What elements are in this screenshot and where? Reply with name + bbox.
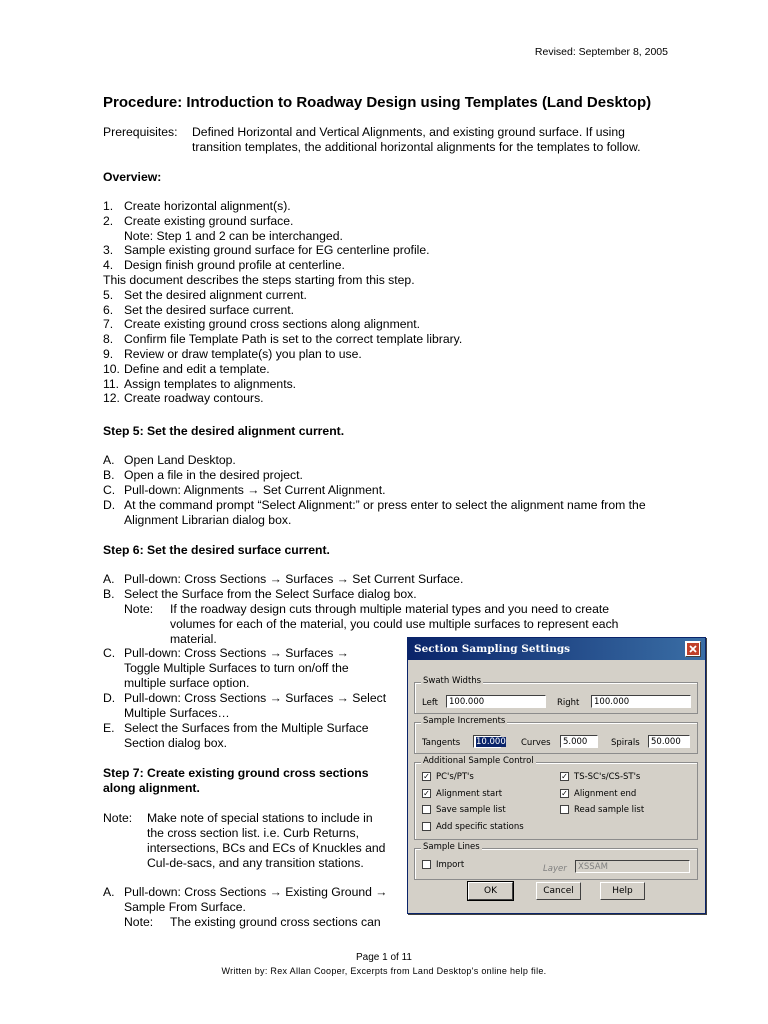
list-number: 12.: [103, 391, 120, 406]
right-width-input[interactable]: 100.000: [591, 695, 691, 708]
cancel-button[interactable]: Cancel: [536, 882, 581, 900]
step7-note: [147, 811, 385, 871]
group-label: Swath Widths: [423, 676, 482, 686]
note-line: material.: [170, 632, 217, 646]
list-item: Sample existing ground surface for EG centerline profile.: [124, 243, 430, 258]
list-number: A.: [103, 453, 115, 467]
list-number: 7.: [103, 317, 114, 332]
list-number: A.: [103, 572, 115, 586]
list-item-line: Section dialog box.: [124, 736, 227, 750]
step7-item-note: The existing ground cross sections can: [170, 915, 381, 929]
heading-line: Step 7: Create existing ground cross sections: [103, 766, 369, 780]
list-number: 5.: [103, 287, 114, 302]
right-label: Right: [557, 698, 580, 708]
selected-text: 10.000: [476, 737, 506, 747]
list-number: B.: [103, 468, 115, 482]
step6-heading: Step 6: Set the desired surface current.: [103, 543, 330, 557]
list-item: Create existing ground surface.: [124, 213, 294, 228]
list-item: Create existing ground cross sections along alignment.: [124, 317, 421, 332]
list-number: C.: [103, 483, 116, 497]
note-line: volumes for each of the material, you could use multiple surfaces to represent each: [170, 617, 619, 631]
list-item-line: Pull-down: Cross Sections → Surfaces →: [124, 646, 349, 660]
list-number: C.: [103, 646, 116, 660]
list-item: Confirm file Template Path is set to the correct template library.: [124, 332, 463, 347]
list-item: Note: Step 1 and 2 can be interchanged.: [124, 228, 343, 243]
alignment-start-checkbox[interactable]: ✓: [423, 789, 430, 798]
revised-date: Revised: September 8, 2005: [534, 46, 668, 58]
left-width-input[interactable]: 100.000: [446, 695, 546, 708]
footer-credit: Written by: Rex Allan Cooper, Excerpts from Land Desktop's online help file.: [221, 966, 547, 976]
list-item: Set the desired surface current.: [124, 302, 295, 317]
list-number: 10.: [103, 361, 120, 376]
list-number: E.: [103, 721, 115, 735]
pc-pt-checkbox[interactable]: ✓: [423, 772, 430, 781]
alignment-start-label: Alignment start: [436, 789, 503, 799]
list-item: Pull-down: Alignments → Set Current Alignment.: [124, 483, 386, 497]
step7-heading: [103, 766, 369, 796]
list-number: 4.: [103, 258, 114, 273]
help-button[interactable]: Help: [600, 882, 645, 900]
section-sampling-dialog: [407, 637, 706, 914]
close-x-glyph: [686, 642, 700, 656]
list-item: Open a file in the desired project.: [124, 468, 303, 482]
prerequisites-label: Prerequisites:: [103, 125, 178, 139]
import-checkbox[interactable]: [422, 860, 431, 869]
list-number: 3.: [103, 243, 114, 258]
tangents-input[interactable]: [473, 735, 506, 748]
list-item: Pull-down: Cross Sections → Surfaces → Set Current Surface.: [124, 572, 464, 586]
prerequisites-text: [192, 125, 640, 155]
spirals-label: Spirals: [611, 738, 640, 748]
list-item: Alignment Librarian dialog box.: [124, 513, 292, 527]
read-sample-list-checkbox[interactable]: [560, 805, 569, 814]
note-line: Cul-de-sacs, and any transition stations.: [147, 856, 364, 870]
step7-item-text: [124, 885, 388, 915]
note-line: the cross section list. i.e. Curb Returns,: [147, 826, 360, 840]
ts-sc-checkbox[interactable]: ✓: [561, 772, 568, 781]
tangents-label: Tangents: [422, 738, 461, 748]
list-item-line: Toggle Multiple Surfaces to turn on/off the: [124, 661, 349, 675]
list-item: Set the desired alignment current.: [124, 287, 307, 302]
note-line: intersections, BCs and ECs of Knuckles and: [147, 841, 386, 855]
group-label: Additional Sample Control: [423, 756, 534, 766]
step6-note-label: Note:: [124, 602, 154, 616]
list-number: 9.: [103, 347, 114, 361]
page-number: Page 1 of 11: [356, 952, 412, 963]
list-number: 2.: [103, 213, 114, 228]
list-item: Create roadway contours.: [124, 391, 264, 406]
list-item: At the command prompt “Select Alignment:” or press enter to select the alignment name from the: [124, 498, 646, 512]
step7-note-label: Note:: [103, 811, 133, 825]
save-sample-list-checkbox[interactable]: [422, 805, 431, 814]
list-item: Assign templates to alignments.: [124, 376, 297, 391]
list-number: D.: [103, 691, 116, 705]
note-line: If the roadway design cuts through multiple material types and you need to create: [170, 602, 610, 616]
add-specific-stations-label: Add specific stations: [436, 822, 524, 832]
page-title: Procedure: Introduction to Roadway Design using Templates (Land Desktop): [103, 94, 652, 111]
heading-line: along alignment.: [103, 781, 200, 795]
list-number: B.: [103, 587, 115, 601]
close-icon[interactable]: [685, 641, 701, 657]
group-label: Sample Lines: [423, 842, 480, 852]
layer-input[interactable]: XSSAM: [575, 860, 690, 873]
add-specific-stations-checkbox[interactable]: [422, 822, 431, 831]
curves-label: Curves: [521, 738, 551, 748]
group-label: Sample Increments: [423, 716, 506, 726]
ok-button[interactable]: OK: [468, 882, 513, 900]
left-label: Left: [422, 698, 438, 708]
alignment-end-label: Alignment end: [574, 789, 637, 799]
list-number: 1.: [103, 199, 114, 213]
list-number: 8.: [103, 332, 114, 347]
list-number: 11.: [103, 376, 120, 391]
import-label: Import: [436, 860, 465, 870]
item-line: Sample From Surface.: [124, 900, 246, 914]
layer-label: Layer: [543, 864, 567, 874]
dialog-title-bar[interactable]: [408, 638, 705, 660]
overview-heading: Overview:: [103, 170, 162, 184]
list-item: Select the Surface from the Select Surface dialog box.: [124, 587, 417, 601]
list-item-line: Multiple Surfaces…: [124, 706, 230, 720]
alignment-end-checkbox[interactable]: ✓: [561, 789, 568, 798]
list-item: Create horizontal alignment(s).: [124, 199, 291, 213]
list-item: Design finish ground profile at centerline.: [124, 258, 345, 273]
list-item: Define and edit a template.: [124, 361, 270, 376]
step5-heading: Step 5: Set the desired alignment current.: [103, 424, 345, 438]
list-item-line: multiple surface option.: [124, 676, 250, 690]
list-item-line: Pull-down: Cross Sections → Surfaces → Select: [124, 691, 387, 705]
list-item: Open Land Desktop.: [124, 453, 236, 467]
item-line: Pull-down: Cross Sections → Existing Ground →: [124, 885, 388, 899]
note-line: Make note of special stations to include in: [147, 811, 373, 825]
step7-item-note-label: Note:: [124, 915, 154, 929]
read-sample-list-label: Read sample list: [574, 805, 645, 815]
save-sample-list-label: Save sample list: [436, 805, 506, 815]
ts-sc-label: TS-SC's/CS-ST's: [574, 772, 641, 782]
list-number: D.: [103, 498, 116, 512]
prerequisites-line: transition templates, the additional horizontal alignments for the templates to follow.: [192, 140, 641, 154]
list-item: This document describes the steps starting from this step.: [103, 273, 415, 287]
list-number: 6.: [103, 302, 114, 317]
step7-item-num: A.: [103, 885, 115, 899]
prerequisites-line: Defined Horizontal and Vertical Alignments, and existing ground surface. If using: [192, 125, 625, 139]
spirals-input[interactable]: 50.000: [648, 735, 690, 748]
list-item-line: Select the Surfaces from the Multiple Surface: [124, 721, 369, 735]
curves-input[interactable]: 5.000: [560, 735, 598, 748]
list-item: Review or draw template(s) you plan to use.: [124, 347, 362, 361]
dialog-title: Section Sampling Settings: [414, 643, 571, 655]
pc-pt-label: PC's/PT's: [436, 772, 474, 782]
